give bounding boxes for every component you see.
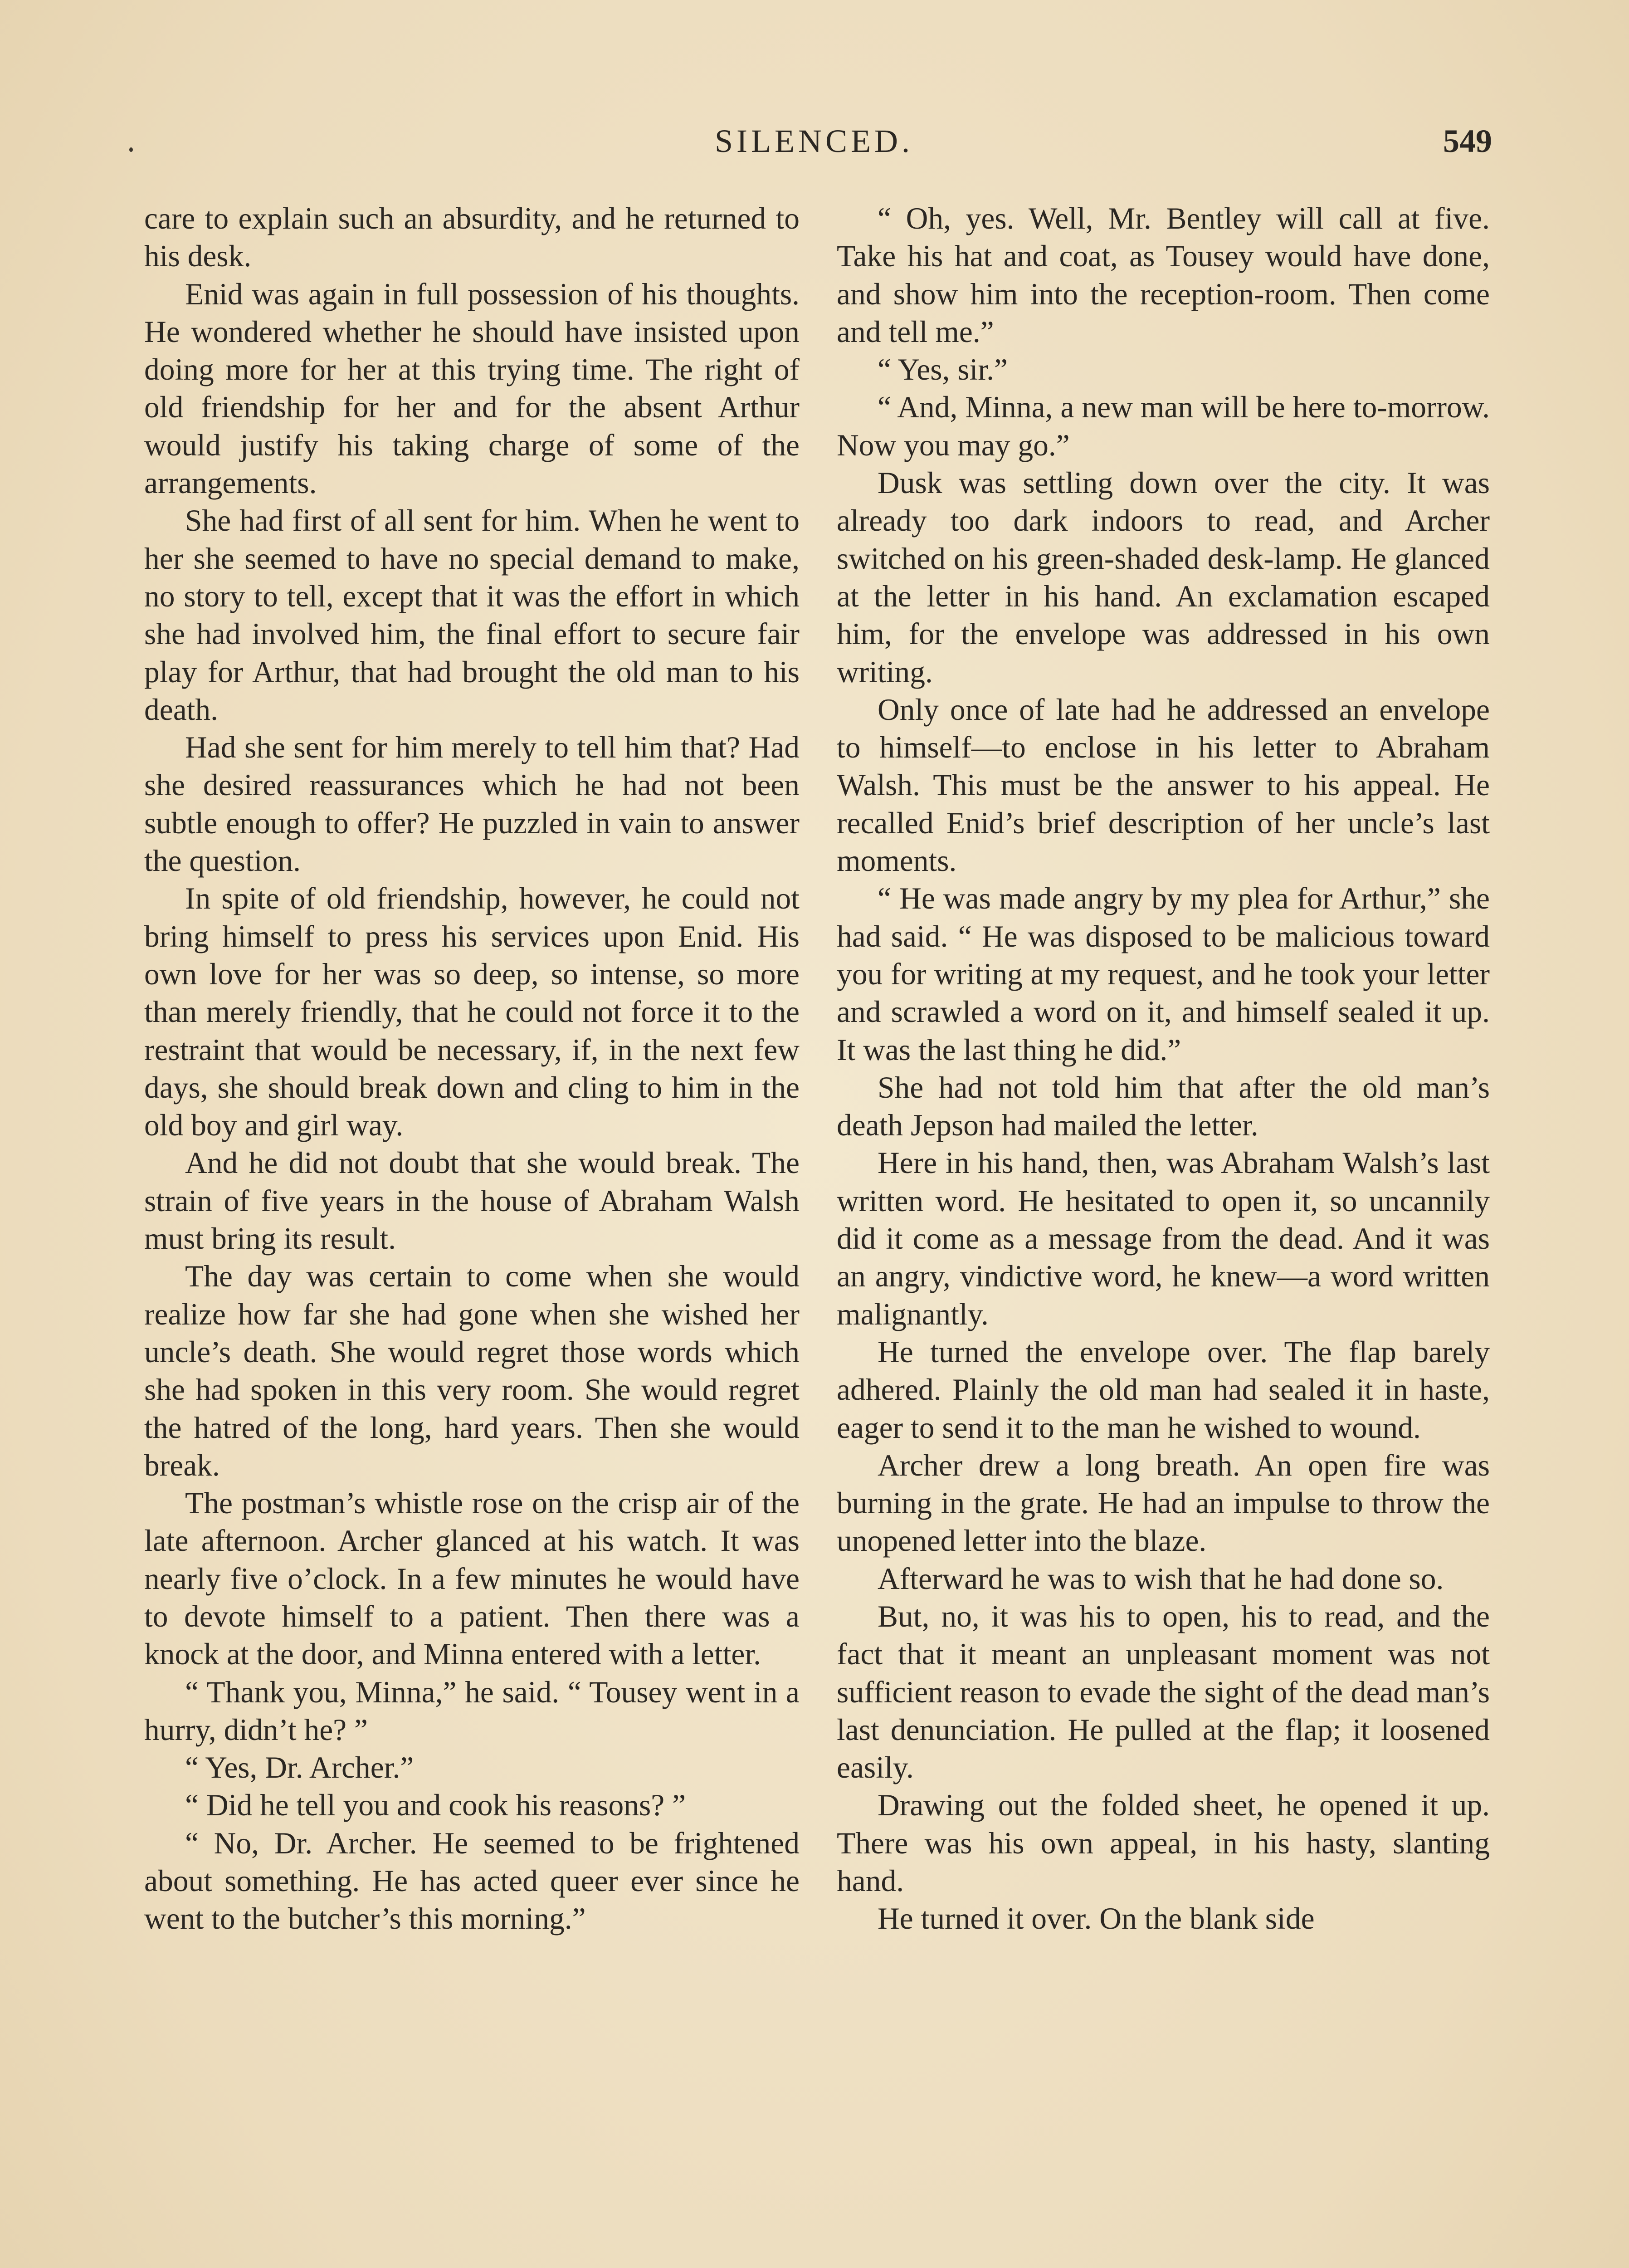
paragraph: Afterward he was to wish that he had done so.: [878, 1561, 1444, 1596]
paragraph: “ Oh, yes. Well, Mr. Bentley will call at five. Take his hat and coat, as Tousey would have done, and show him into the reception-room. Then come and tell me.”: [837, 201, 1490, 349]
paragraph: Drawing out the folded sheet, he opened it up. There was his own appeal, in his hasty, slanting hand.: [837, 1788, 1490, 1898]
paragraph: “ Yes, Dr. Archer.”: [185, 1750, 414, 1785]
paragraph: “ Yes, sir.”: [878, 352, 1008, 387]
right-column: [837, 200, 1490, 1938]
paragraph: The day was certain to come when she would realize how far she had gone when she wished her uncle’s death. She would regret those words which she had spoken in this very room. She would regret the hatred of the long, hard years. Then she would break.: [144, 1259, 800, 1482]
paragraph: And he did not doubt that she would break. The strain of five years in the house of Abraham Walsh must bring its result.: [144, 1146, 800, 1256]
paragraph: He turned it over. On the blank side: [878, 1901, 1315, 1936]
paragraph: The postman’s whistle rose on the crisp air of the late afternoon. Archer glanced at his watch. It was nearly five o’clock. In a few minutes he would have to devote himself to a patient. Then there was a knock at the door, and Minna entered with a letter.: [144, 1486, 800, 1672]
paragraph: “ He was made angry by my plea for Arthur,” she had said. “ He was disposed to be malicious toward you for writing at my request, and he took your letter and scrawled a word on it, and himself sealed it up. It was the last thing he did.”: [837, 881, 1490, 1067]
paragraph: “ Thank you, Minna,” he said. “ Tousey went in a hurry, didn’t he? ”: [144, 1675, 800, 1747]
paragraph: But, no, it was his to open, his to read, and the fact that it meant an unpleasant moment was not sufficient reason to evade the sight of the dead man’s last denunciation. He pulled at the flap; it loosened easily.: [837, 1599, 1490, 1785]
paragraph: care to explain such an absurdity, and he returned to his desk.: [144, 201, 800, 274]
page-number: 549: [1443, 123, 1492, 159]
paragraph: Archer drew a long breath. An open fire was burning in the grate. He had an impulse to throw the unopened letter into the blaze.: [837, 1448, 1490, 1558]
running-header: [136, 122, 1492, 172]
paragraph: Only once of late had he addressed an envelope to himself—to enclose in his letter to Abraham Walsh. This must be the answer to his appeal. He recalled Enid’s brief description of her uncle’s last moments.: [837, 692, 1490, 878]
paragraph: Here in his hand, then, was Abraham Walsh’s last written word. He hesitated to open it, so uncannily did it come as a message from the dead. And it was an angry, vindictive word, he knew—a word written malignantly.: [837, 1146, 1490, 1331]
paragraph: Had she sent for him merely to tell him that? Had she desired reassurances which he had not been subtle enough to offer? He puzzled in vain to answer the question.: [144, 730, 800, 878]
paragraph: She had first of all sent for him. When he went to her she seemed to have no special demand to make, no story to tell, except that it was the effort in which she had involved him, the final effort to secure fair play for Arthur, that had brought the old man to his death.: [144, 503, 800, 727]
paragraph: He turned the envelope over. The flap barely adhered. Plainly the old man had sealed it in haste, eager to send it to the man he wished to wound.: [837, 1334, 1490, 1445]
paragraph: In spite of old friendship, however, he could not bring himself to press his services upon Enid. His own love for her was so deep, so intense, so more than merely friendly, that he could not force it to the restraint that would be necessary, if, in the next few days, she should break down and cling to him in the old boy and girl way.: [144, 881, 800, 1143]
paragraph: She had not told him that after the old man’s death Jepson had mailed the letter.: [837, 1070, 1490, 1143]
left-column: [144, 200, 800, 1938]
print-speck: [129, 147, 133, 152]
paragraph: “ And, Minna, a new man will be here to-morrow. Now you may go.”: [837, 390, 1490, 462]
paragraph: Dusk was settling down over the city. It was already too dark indoors to read, and Archer switched on his green-shaded desk-lamp. He glanced at the letter in his hand. An exclamation escaped him, for the envelope was addressed in his own writing.: [837, 466, 1490, 689]
paragraph: “ Did he tell you and cook his reasons? ”: [185, 1788, 686, 1823]
running-title: SILENCED.: [715, 123, 913, 159]
paragraph: Enid was again in full possession of his thoughts. He wondered whether he should have insisted upon doing more for her at this trying time. The right of old friendship for her and for the absent Arthur would justify his taking charge of some of the arrangements.: [144, 277, 800, 500]
paragraph: “ No, Dr. Archer. He seemed to be frightened about something. He has acted queer ever since he went to the butcher’s this morning.”: [144, 1826, 800, 1936]
